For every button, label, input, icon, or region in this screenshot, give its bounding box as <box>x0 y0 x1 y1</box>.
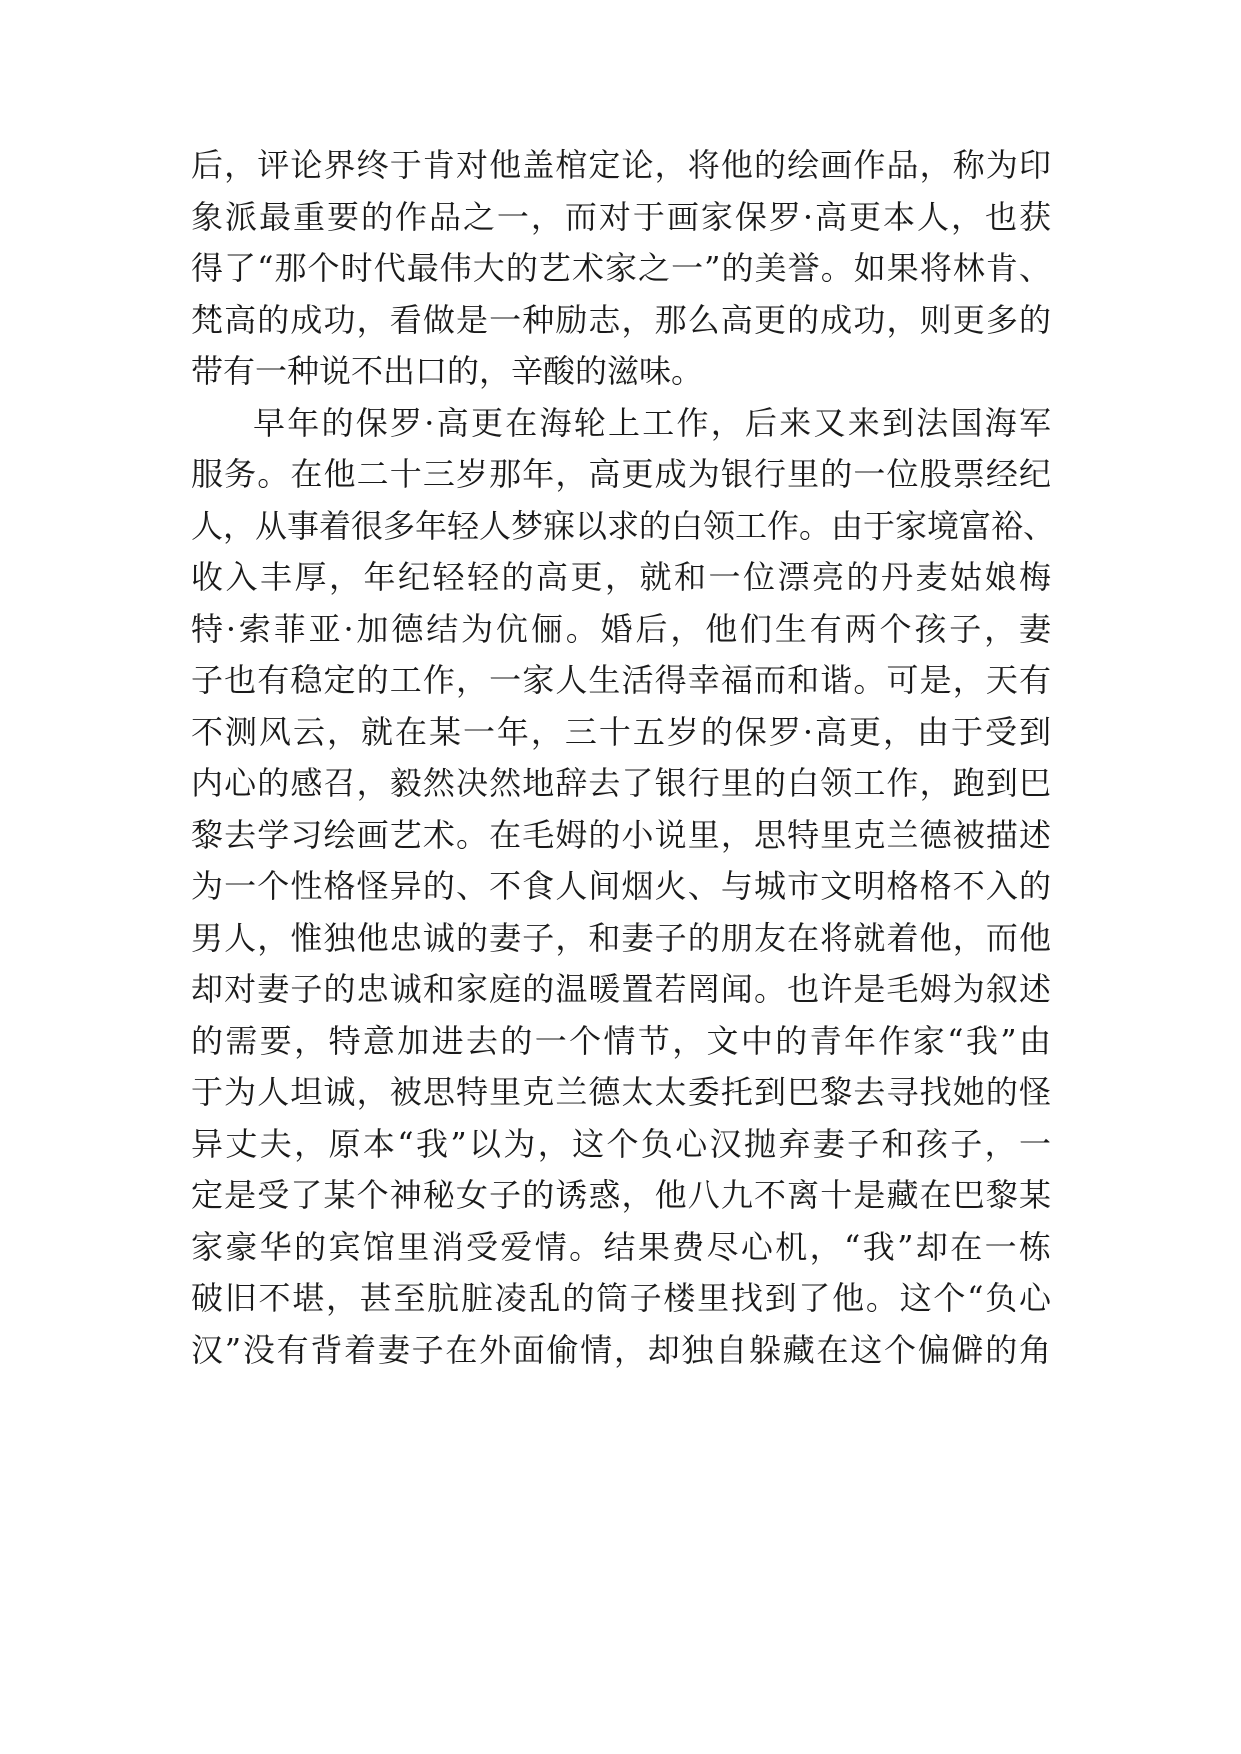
text-line: 得了“那个时代最伟大的艺术家之一”的美誉。如果将林肯、 <box>191 249 1051 287</box>
text-line: 子也有稳定的工作，一家人生活得幸福而和谐。可是，天有 <box>191 661 1051 699</box>
text-line: 定是受了某个神秘女子的诱惑，他八九不离十是藏在巴黎某 <box>191 1176 1051 1214</box>
text-line: 为一个性格怪异的、不食人间烟火、与城市文明格格不入的 <box>191 867 1051 905</box>
text-line: 梵高的成功，看做是一种励志，那么高更的成功，则更多的 <box>191 300 1051 339</box>
text-line: 特·索菲亚·加德结为伉俪。婚后，他们生有两个孩子，妻 <box>191 609 1051 648</box>
text-line: 带有一种说不出口的，辛酸的滋味。 <box>191 352 704 390</box>
text-line: 异丈夫，原本“我”以为，这个负心汉抛弃妻子和孩子，一 <box>191 1124 1051 1163</box>
text-line: 不测风云，就在某一年，三十五岁的保罗·高更，由于受到 <box>191 712 1051 751</box>
text-line: 黎去学习绘画艺术。在毛姆的小说里，思特里克兰德被描述 <box>191 815 1051 854</box>
text-line: 家豪华的宾馆里消受爱情。结果费尽心机，“我”却在一栋 <box>191 1227 1051 1266</box>
body-text <box>191 140 1056 1376</box>
text-line: 服务。在他二十三岁那年，高更成为银行里的一位股票经纪 <box>191 455 1051 493</box>
text-line: 收入丰厚，年纪轻轻的高更，就和一位漂亮的丹麦姑娘梅 <box>191 558 1051 596</box>
text-line: 汉”没有背着妻子在外面偷情，却独自躲藏在这个偏僻的角 <box>191 1330 1051 1369</box>
text-line: 于为人坦诚，被思特里克兰德太太委托到巴黎去寻找她的怪 <box>191 1073 1051 1111</box>
text-line: 内心的感召，毅然决然地辞去了银行里的白领工作，跑到巴 <box>191 764 1051 802</box>
text-line: 破旧不堪，甚至肮脏凌乱的筒子楼里找到了他。这个“负心 <box>191 1279 1051 1317</box>
text-line: 却对妻子的忠诚和家庭的温暖置若罔闻。也许是毛姆为叙述 <box>191 970 1051 1008</box>
text-line: 后，评论界终于肯对他盖棺定论，将他的绘画作品，称为印 <box>191 146 1051 184</box>
text-line: 早年的保罗·高更在海轮上工作，后来又来到法国海军 <box>253 403 1051 442</box>
text-line: 象派最重要的作品之一，而对于画家保罗·高更本人，也获 <box>191 197 1051 236</box>
text-line: 男人，惟独他忠诚的妻子，和妻子的朋友在将就着他，而他 <box>191 918 1051 957</box>
text-line: 的需要，特意加进去的一个情节，文中的青年作家“我”由 <box>191 1021 1051 1060</box>
text-line: 人，从事着很多年轻人梦寐以求的白领工作。由于家境富裕、 <box>191 506 1056 545</box>
